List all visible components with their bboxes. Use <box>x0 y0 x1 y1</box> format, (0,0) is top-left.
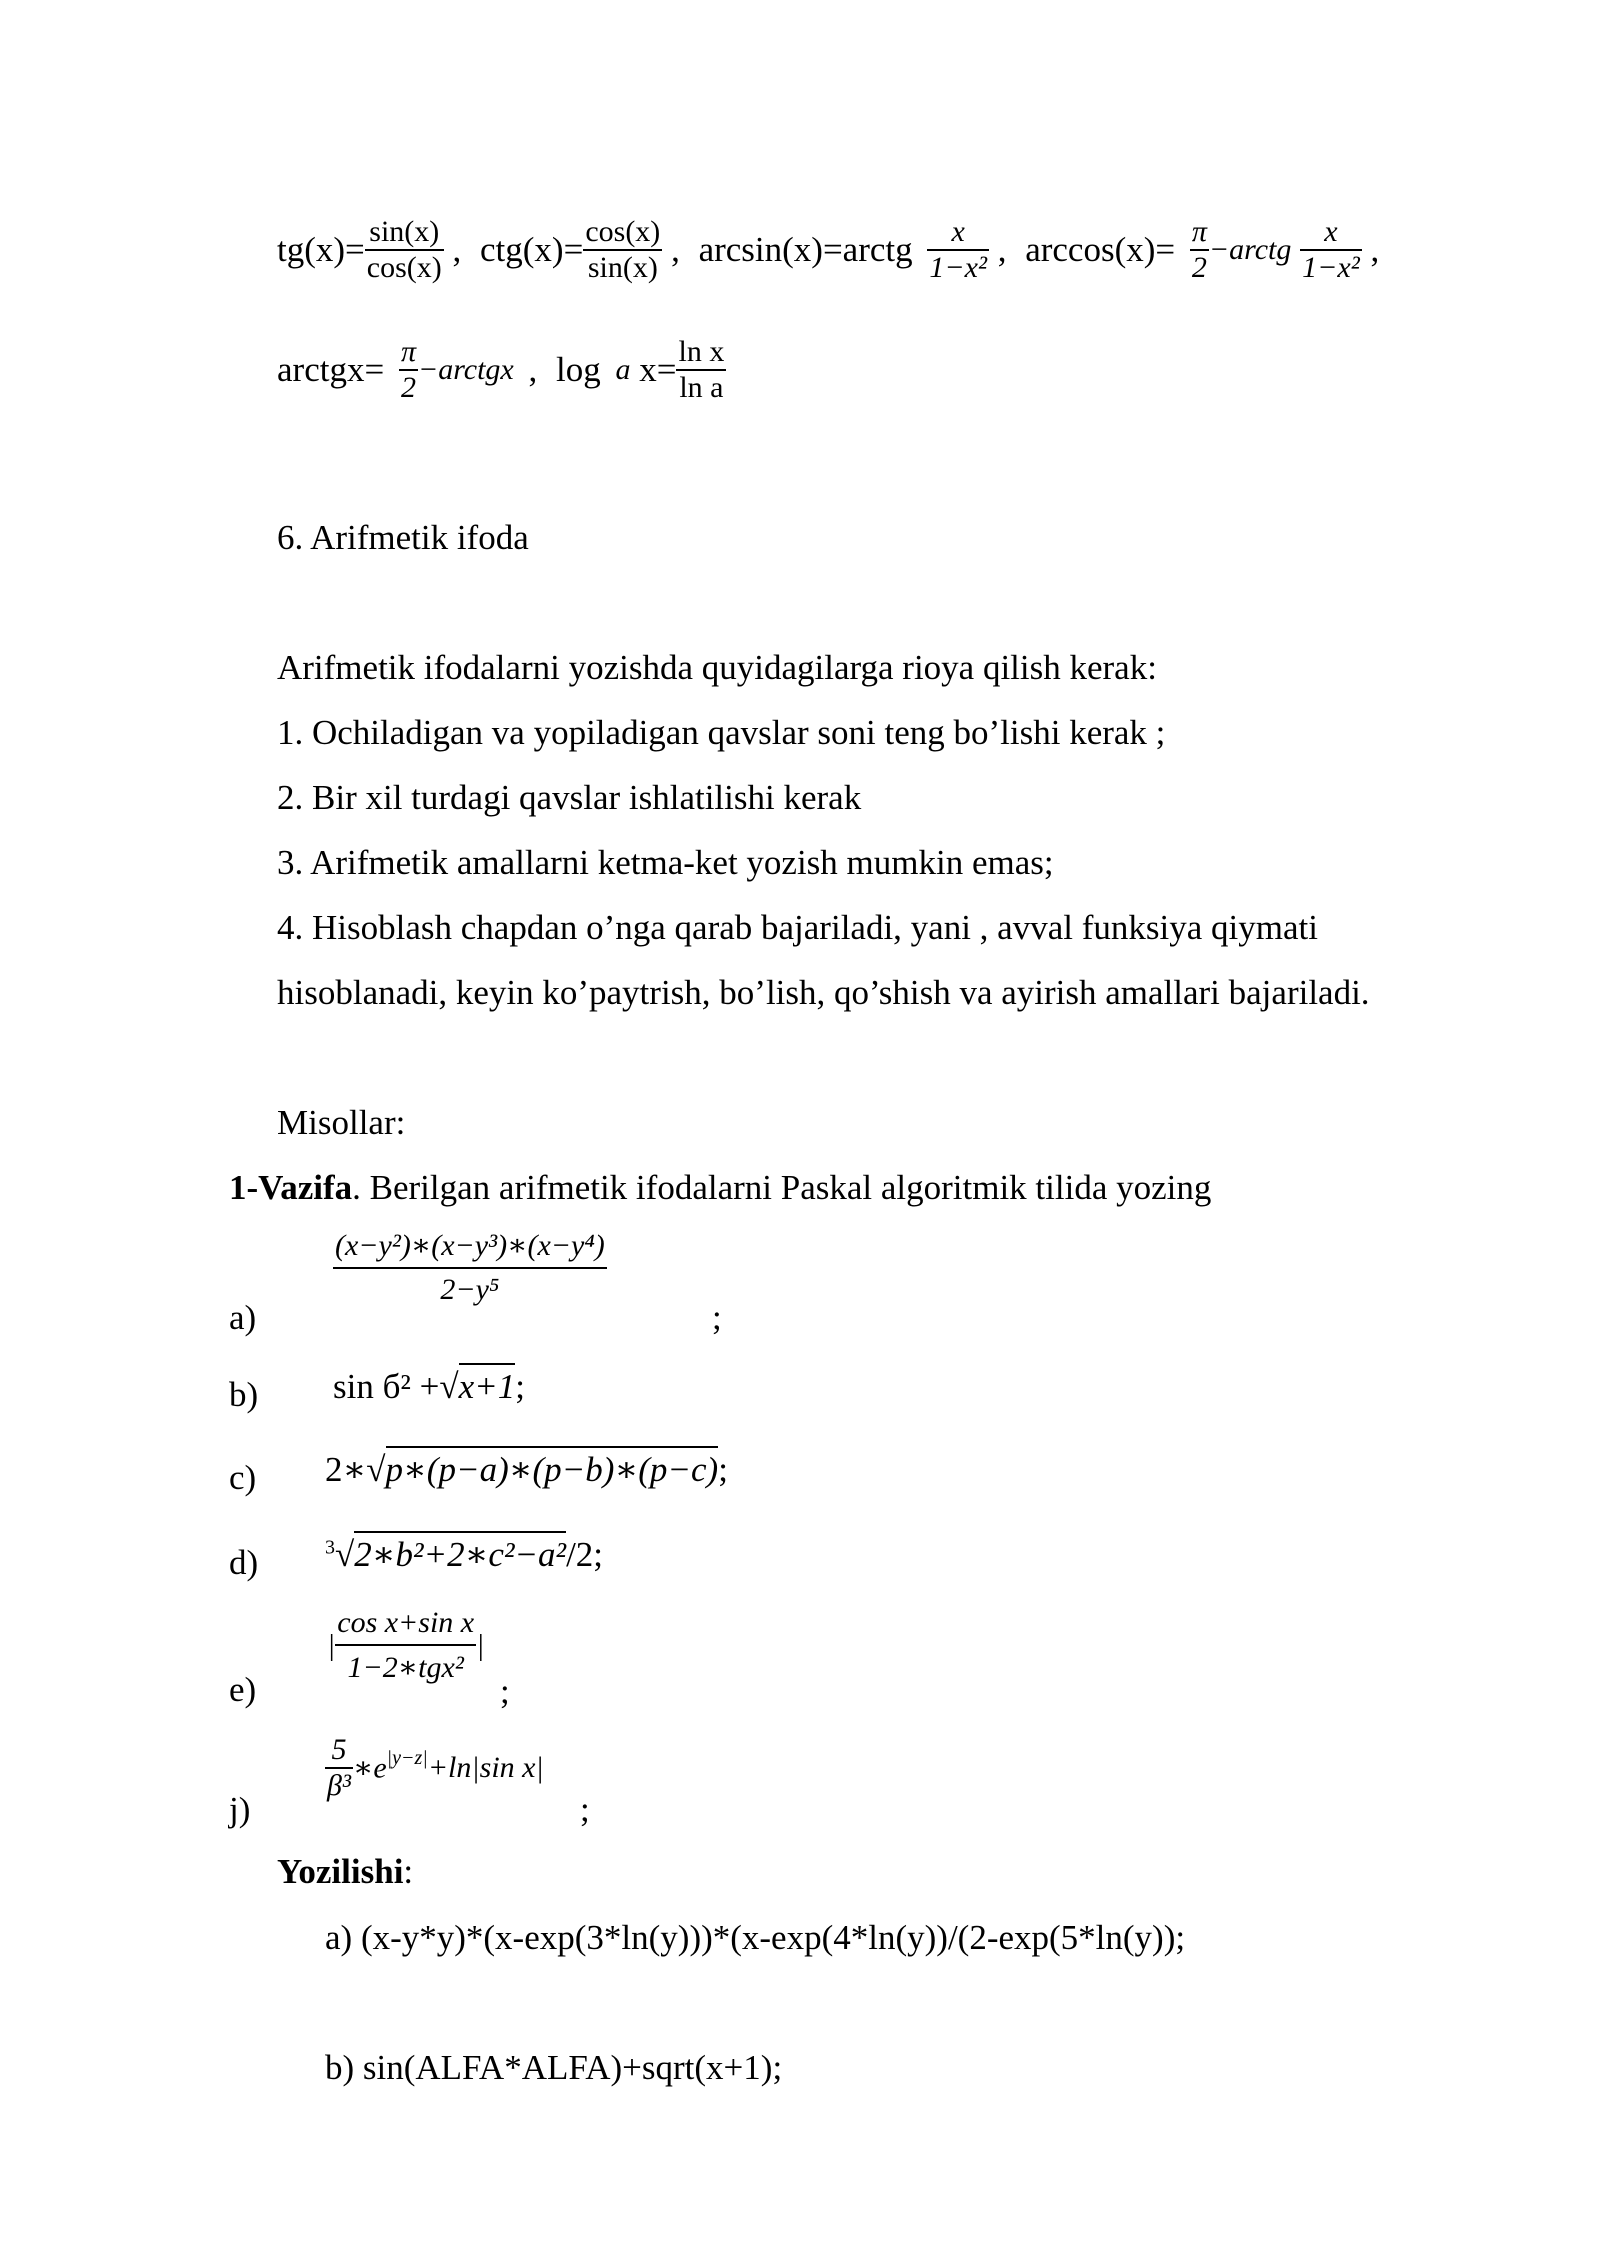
log-base: a <box>615 353 631 386</box>
rules-intro: Arifmetik ifodalarni yozishda quyidagilarga rioya qilish kerak: <box>277 648 1157 687</box>
tg-fraction <box>365 215 444 285</box>
arctg-middle: −arctgx <box>417 353 514 386</box>
sqrt-icon: √ <box>439 1367 459 1406</box>
exercise-c-pre: 2∗ <box>325 1450 367 1489</box>
arccos-pi-fraction <box>1190 215 1209 285</box>
exercise-c-label: c) <box>229 1458 257 1497</box>
arccos-numerator: x <box>1324 215 1338 248</box>
exercise-j-frac-box <box>325 1733 353 1803</box>
log-fraction <box>676 335 726 405</box>
exercise-a-denominator: 2−y⁵ <box>333 1267 607 1307</box>
arcsin-denominator: 1−x² <box>929 251 987 284</box>
exercise-j-exponent: |y−z| <box>386 1746 428 1769</box>
arctg-label: arctgx= <box>277 350 385 389</box>
ctg-fraction <box>583 215 662 285</box>
exercise-e-end: ; <box>500 1672 510 1711</box>
arctg-pi-denominator: 2 <box>399 369 418 405</box>
rule-item: 2. Bir xil turdagi qavslar ishlatilishi kerak <box>277 778 862 817</box>
arcsin-numerator: x <box>951 215 965 248</box>
exercise-e-frac-box <box>335 1606 476 1685</box>
exercise-j-expr <box>325 1733 544 1803</box>
exercise-e-numerator: cos x+sin x <box>337 1606 475 1639</box>
rule-item: 4. Hisoblash chapdan o’nga qarab bajariladi, yani , avval funksiya qiymati <box>277 908 1318 947</box>
arcsin-label: arcsin(x)=arctg <box>698 230 913 269</box>
arctg-pi-fraction <box>399 335 418 405</box>
formula-line-1 <box>277 215 1379 285</box>
arccos-pi-numerator: π <box>1191 215 1207 248</box>
separator: , <box>452 230 462 269</box>
solution-line: a) (x-y*y)*(x-exp(3*ln(y)))*(x-exp(4*ln(y))/(2-exp(5*ln(y)); <box>325 1918 1186 1957</box>
exercise-e-label: e) <box>229 1670 257 1709</box>
abs-bar-right: | <box>476 1628 485 1662</box>
solution-line: b) sin(ALFA*ALFA)+sqrt(x+1); <box>325 2048 783 2087</box>
ctg-numerator: cos(x) <box>585 215 661 248</box>
exercise-b-pre: sin б² + <box>333 1367 440 1406</box>
examples-label: Misollar: <box>277 1103 406 1142</box>
exercise-b-radicand: x+1 <box>459 1363 516 1406</box>
section-heading: 6. Arifmetik ifoda <box>277 518 529 557</box>
arccos-middle: −arctg <box>1208 233 1292 266</box>
log-label: log <box>556 350 601 389</box>
exercise-d-radicand: 2∗b²+2∗c²−a² <box>354 1531 566 1574</box>
task-title-bold: 1-Vazifa <box>229 1168 353 1207</box>
arccos-denominator: 1−x² <box>1302 251 1360 284</box>
abs-bar-left: | <box>327 1628 336 1662</box>
rule-item: 1. Ochiladigan va yopiladigan qavslar soni teng bo’lishi kerak ; <box>277 713 1166 752</box>
solution-label-bold: Yozilishi <box>277 1852 404 1891</box>
exercise-b-expr <box>333 1367 525 1407</box>
arcsin-fraction <box>927 215 989 285</box>
exercise-d-end: /2; <box>566 1535 604 1574</box>
task-title-rest: . Berilgan arifmetik ifodalarni Paskal algoritmik tilida yozing <box>352 1168 1212 1207</box>
rule-item: 3. Arifmetik amallarni ketma-ket yozish mumkin emas; <box>277 843 1054 882</box>
exercise-j-end: ; <box>580 1790 590 1829</box>
tg-denominator: cos(x) <box>366 251 442 284</box>
exercise-c-end: ; <box>718 1450 728 1489</box>
exercise-c-radicand: p∗(p−a)∗(p−b)∗(p−c) <box>386 1446 719 1489</box>
exercise-b-label: b) <box>229 1375 259 1414</box>
exercise-j-numerator: 5 <box>331 1733 347 1766</box>
log-x: x= <box>639 350 677 389</box>
arccos-fraction <box>1300 215 1362 285</box>
exercise-b-end: ; <box>515 1367 525 1406</box>
exercise-a-label: a) <box>229 1298 257 1337</box>
exercise-e-denominator: 1−2∗tgx² <box>335 1644 476 1685</box>
log-numerator: ln x <box>678 335 725 368</box>
tg-label: tg(x)= <box>277 230 365 269</box>
tg-numerator: sin(x) <box>369 215 440 248</box>
exercise-e-fraction <box>327 1606 484 1685</box>
exercise-a-fraction <box>333 1228 607 1307</box>
exercise-a-end: ; <box>712 1298 722 1337</box>
exercise-j-rest: ∗e <box>352 1751 387 1785</box>
exercise-a-frac-box <box>333 1228 607 1307</box>
exercise-j-tail: +ln|sin x| <box>427 1751 544 1784</box>
ctg-label: ctg(x)= <box>480 230 584 269</box>
separator: , <box>997 230 1007 269</box>
arctg-pi-numerator: π <box>400 335 416 368</box>
solution-label <box>277 1852 413 1892</box>
formula-line-2 <box>277 335 726 405</box>
arccos-pi-denominator: 2 <box>1190 249 1209 285</box>
separator: , <box>671 230 680 269</box>
exercise-d-expr <box>325 1535 603 1575</box>
exercise-j-denominator: β³ <box>327 1769 351 1802</box>
sqrt-icon: √ <box>366 1450 386 1489</box>
exercise-c-expr <box>325 1450 728 1490</box>
exercise-j-label: j) <box>229 1790 251 1829</box>
log-denominator: ln a <box>676 369 726 405</box>
exercise-d-root-index: 3 <box>325 1536 335 1559</box>
rule-item: hisoblanadi, keyin ko’paytrish, bo’lish, qo’shish va ayirish amallari bajariladi. <box>277 973 1370 1012</box>
arccos-label: arccos(x)= <box>1025 230 1176 269</box>
sqrt-icon: √ <box>335 1535 355 1574</box>
exercise-a-numerator: (x−y²)∗(x−y³)∗(x−y⁴) <box>335 1229 605 1262</box>
separator: , <box>528 350 538 389</box>
exercise-d-label: d) <box>229 1543 259 1582</box>
task-title <box>229 1168 1211 1208</box>
solution-label-colon: : <box>403 1852 414 1891</box>
ctg-denominator: sin(x) <box>583 249 662 285</box>
separator: , <box>1370 230 1380 269</box>
